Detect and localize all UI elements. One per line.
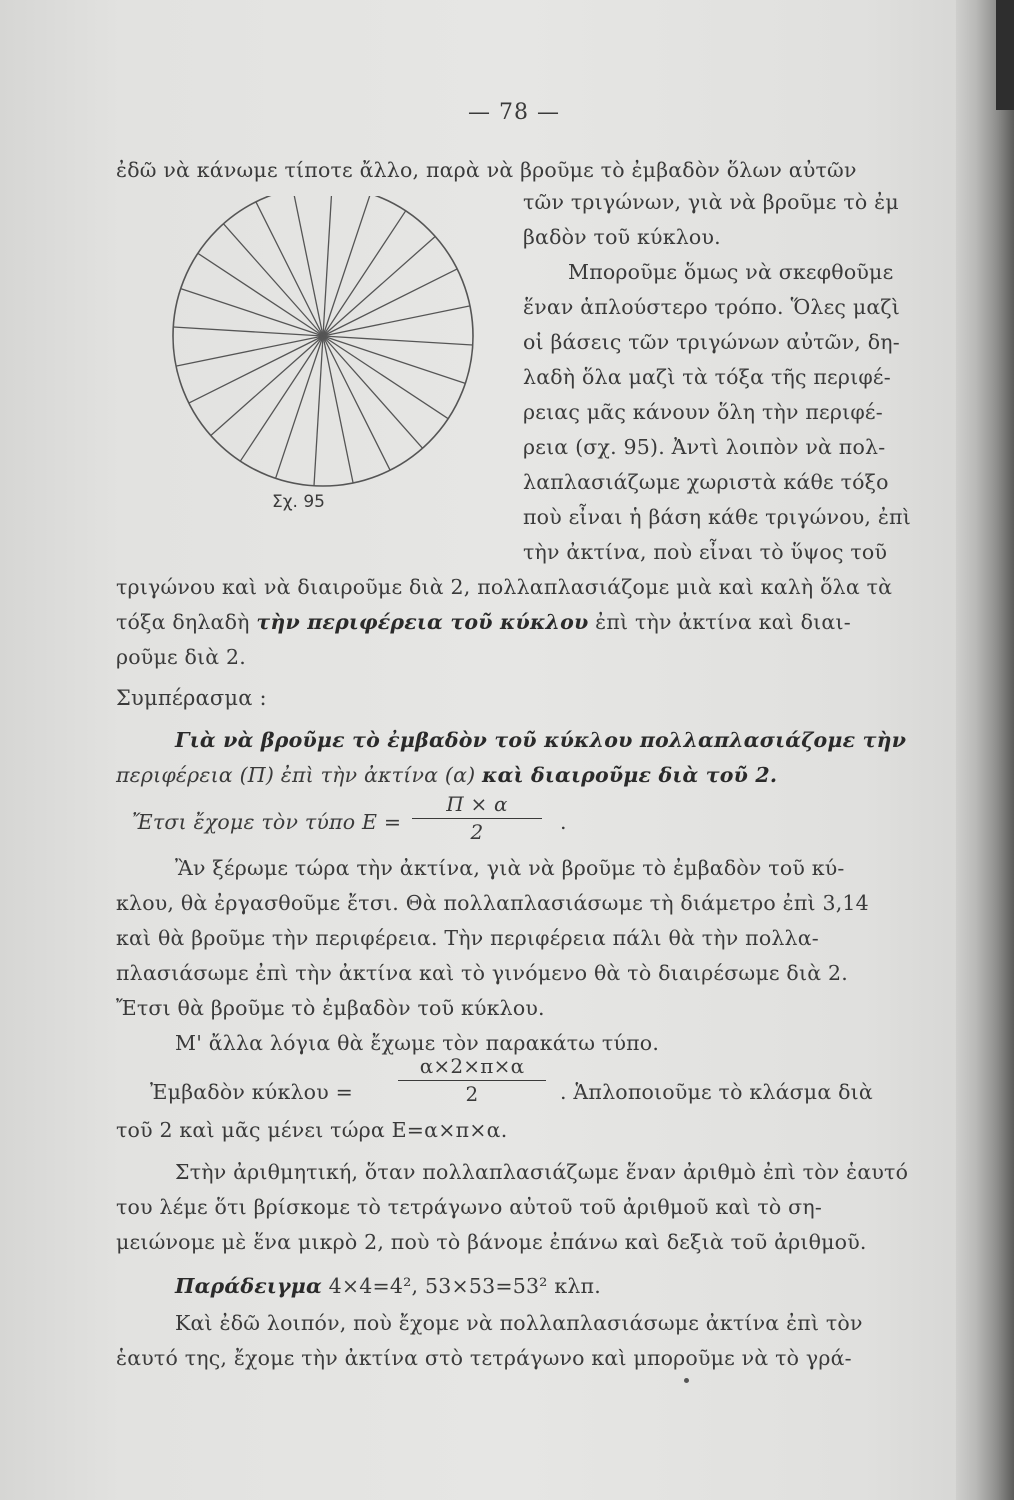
text-line-7: λαδὴ ὅλα μαζὶ τὰ τόξα τῆς περιφέ-	[523, 365, 891, 389]
circle-radius-line	[323, 306, 470, 336]
conclusion-line-2b: καὶ διαιροῦμε διὰ τοῦ 2.	[482, 763, 778, 787]
para-line-1: Ἂν ξέρωμε τώρα τὴν ἀκτίνα, γιὰ νὰ βροῦμε τὸ ἐμβαδὸν τοῦ κύ-	[175, 856, 845, 880]
example-label: Παράδειγμα	[175, 1274, 322, 1298]
conclusion-heading: Συμπέρασμα :	[116, 686, 267, 710]
para-line-5: Ἔτσι θὰ βροῦμε τὸ ἐμβαδὸν τοῦ κύκλου.	[116, 996, 545, 1020]
para-line-11: Καὶ ἐδῶ λοιπόν, ποὺ ἔχομε νὰ πολλαπλασιάσωμε ἀκτίνα ἐπὶ τὸν	[175, 1311, 863, 1335]
circle-area-denominator: 2	[465, 1082, 479, 1106]
circle-radius-line	[176, 336, 323, 366]
text-line-14a: τόξα δηλαδὴ	[116, 610, 250, 634]
formula-denominator: 2	[470, 820, 484, 844]
circle-radius-line	[323, 336, 390, 470]
text-line-2: τῶν τριγώνων, γιὰ νὰ βροῦμε τὸ ἐμ	[523, 190, 899, 214]
text-line-11: ποὺ εἶναι ἡ βάση κάθε τριγώνου, ἐπὶ	[523, 505, 911, 529]
circle-radius-line	[323, 269, 457, 336]
para-line-12: ἑαυτό της, ἔχομε τὴν ἀκτίνα στὸ τετράγωνο καὶ μποροῦμε νὰ τὸ γρά-	[116, 1346, 852, 1370]
conclusion-line-1: Γιὰ νὰ βροῦμε τὸ ἐμβαδὸν τοῦ κύκλου πολλαπλασιάζομε τὴν	[175, 728, 907, 752]
formula-area-fraction	[402, 794, 552, 842]
para-line-7: τοῦ 2 καὶ μᾶς μένει τώρα Ε=α×π×α.	[116, 1118, 508, 1142]
para-line-3: καὶ θὰ βροῦμε τὴν περιφέρεια. Τὴν περιφέρεια πάλι θὰ τὴν πολλα-	[116, 926, 819, 950]
fraction-rule-2	[398, 1080, 546, 1081]
binding-edge	[996, 0, 1014, 110]
fraction-rule	[412, 818, 542, 819]
text-line-1: ἐδῶ νὰ κάνωμε τίποτε ἄλλο, παρὰ νὰ βροῦμε τὸ ἐμβαδὸν ὅλων αὐτῶν	[116, 158, 857, 182]
circle-area-numerator: α×2×π×α	[419, 1054, 525, 1078]
text-line-6: οἱ βάσεις τῶν τριγώνων αὐτῶν, δη-	[523, 330, 900, 354]
para-line-9: του λέμε ὅτι βρίσκομε τὸ τετράγωνο αὐτοῦ τοῦ ἀριθμοῦ καὶ τὸ ση-	[116, 1195, 822, 1219]
text-line-12: τὴν ἀκτίνα, ποὺ εἶναι τὸ ὕψος τοῦ	[523, 540, 888, 564]
para-line-4: πλασιάσωμε ἐπὶ τὴν ἀκτίνα καὶ τὸ γινόμενο θὰ τὸ διαιρέσωμε διὰ 2.	[116, 961, 848, 985]
ink-dot	[684, 1378, 689, 1383]
text-line-3: βαδὸν τοῦ κύκλου.	[523, 225, 721, 249]
text-line-9: ρεια (σχ. 95). Ἀντὶ λοιπὸν νὰ πολ-	[523, 435, 886, 459]
text-line-10: λαπλασιάζωμε χωριστὰ κάθε τόξο	[523, 470, 889, 494]
formula-end: .	[560, 810, 567, 834]
formula-intro: Ἔτσι ἔχομε τὸν τύπο Ε =	[132, 810, 402, 834]
circumference-phrase: τὴν περιφέρεια τοῦ κύκλου	[256, 610, 589, 634]
circle-radius-line	[293, 196, 323, 336]
circle-area-formula-label: Ἐμβαδὸν κύκλου =	[150, 1080, 353, 1104]
conclusion-line-2	[116, 765, 777, 786]
para-line-8: Στὴν ἀριθμητική, ὅταν πολλαπλασιάζωμε ἕναν ἀριθμὸ ἐπὶ τὸν ἑαυτό	[175, 1160, 909, 1184]
para-line-6: Μ' ἄλλα λόγια θὰ ἔχωμε τὸν παρακάτω τύπο.	[175, 1031, 660, 1055]
conclusion-line-2a: περιφέρεια (Π) ἐπὶ τὴν ἀκτίνα (α)	[116, 763, 476, 787]
para-line-10: μειώνομε μὲ ἕνα μικρὸ 2, ποὺ τὸ βάνομε ἐπάνω καὶ δεξιὰ τοῦ ἀριθμοῦ.	[116, 1230, 867, 1254]
formula-numerator: Π × α	[446, 792, 508, 816]
simplify-text: . Ἁπλοποιοῦμε τὸ κλάσμα διὰ	[560, 1080, 873, 1104]
book-spine-shadow	[956, 0, 1014, 1500]
circle-radius-line	[189, 336, 323, 403]
text-line-14c: ἐπὶ τὴν ἀκτίνα καὶ διαι-	[595, 610, 851, 634]
circle-radius-line	[256, 202, 323, 336]
text-line-13: τριγώνου καὶ νὰ διαιροῦμε διὰ 2, πολλαπλασιάζομε μιὰ καὶ καλὴ ὅλα τὰ	[116, 575, 893, 599]
example-line	[175, 1276, 601, 1297]
text-line-14	[116, 612, 851, 633]
circle-area-fraction	[392, 1056, 552, 1104]
circle-triangles-figure	[158, 196, 478, 506]
figure-caption: Σχ. 95	[272, 492, 326, 512]
example-text: 4×4=4², 53×53=53² κλπ.	[328, 1274, 601, 1298]
text-line-8: ρειας μᾶς κάνουν ὅλη τὴν περιφέ-	[523, 400, 883, 424]
text-line-4: Μποροῦμε ὅμως νὰ σκεφθοῦμε	[568, 260, 894, 284]
text-line-5: ἕναν ἁπλούστερο τρόπο. Ὅλες μαζὶ	[523, 295, 900, 319]
page-number: — 78 —	[468, 100, 560, 125]
circle-radius-line	[323, 336, 353, 483]
text-line-15: ροῦμε διὰ 2.	[116, 645, 247, 669]
para-line-2: κλου, θὰ ἐργασθοῦμε ἔτσι. Θὰ πολλαπλασιάσωμε τὴ διάμετρο ἐπὶ 3,14	[116, 891, 869, 915]
